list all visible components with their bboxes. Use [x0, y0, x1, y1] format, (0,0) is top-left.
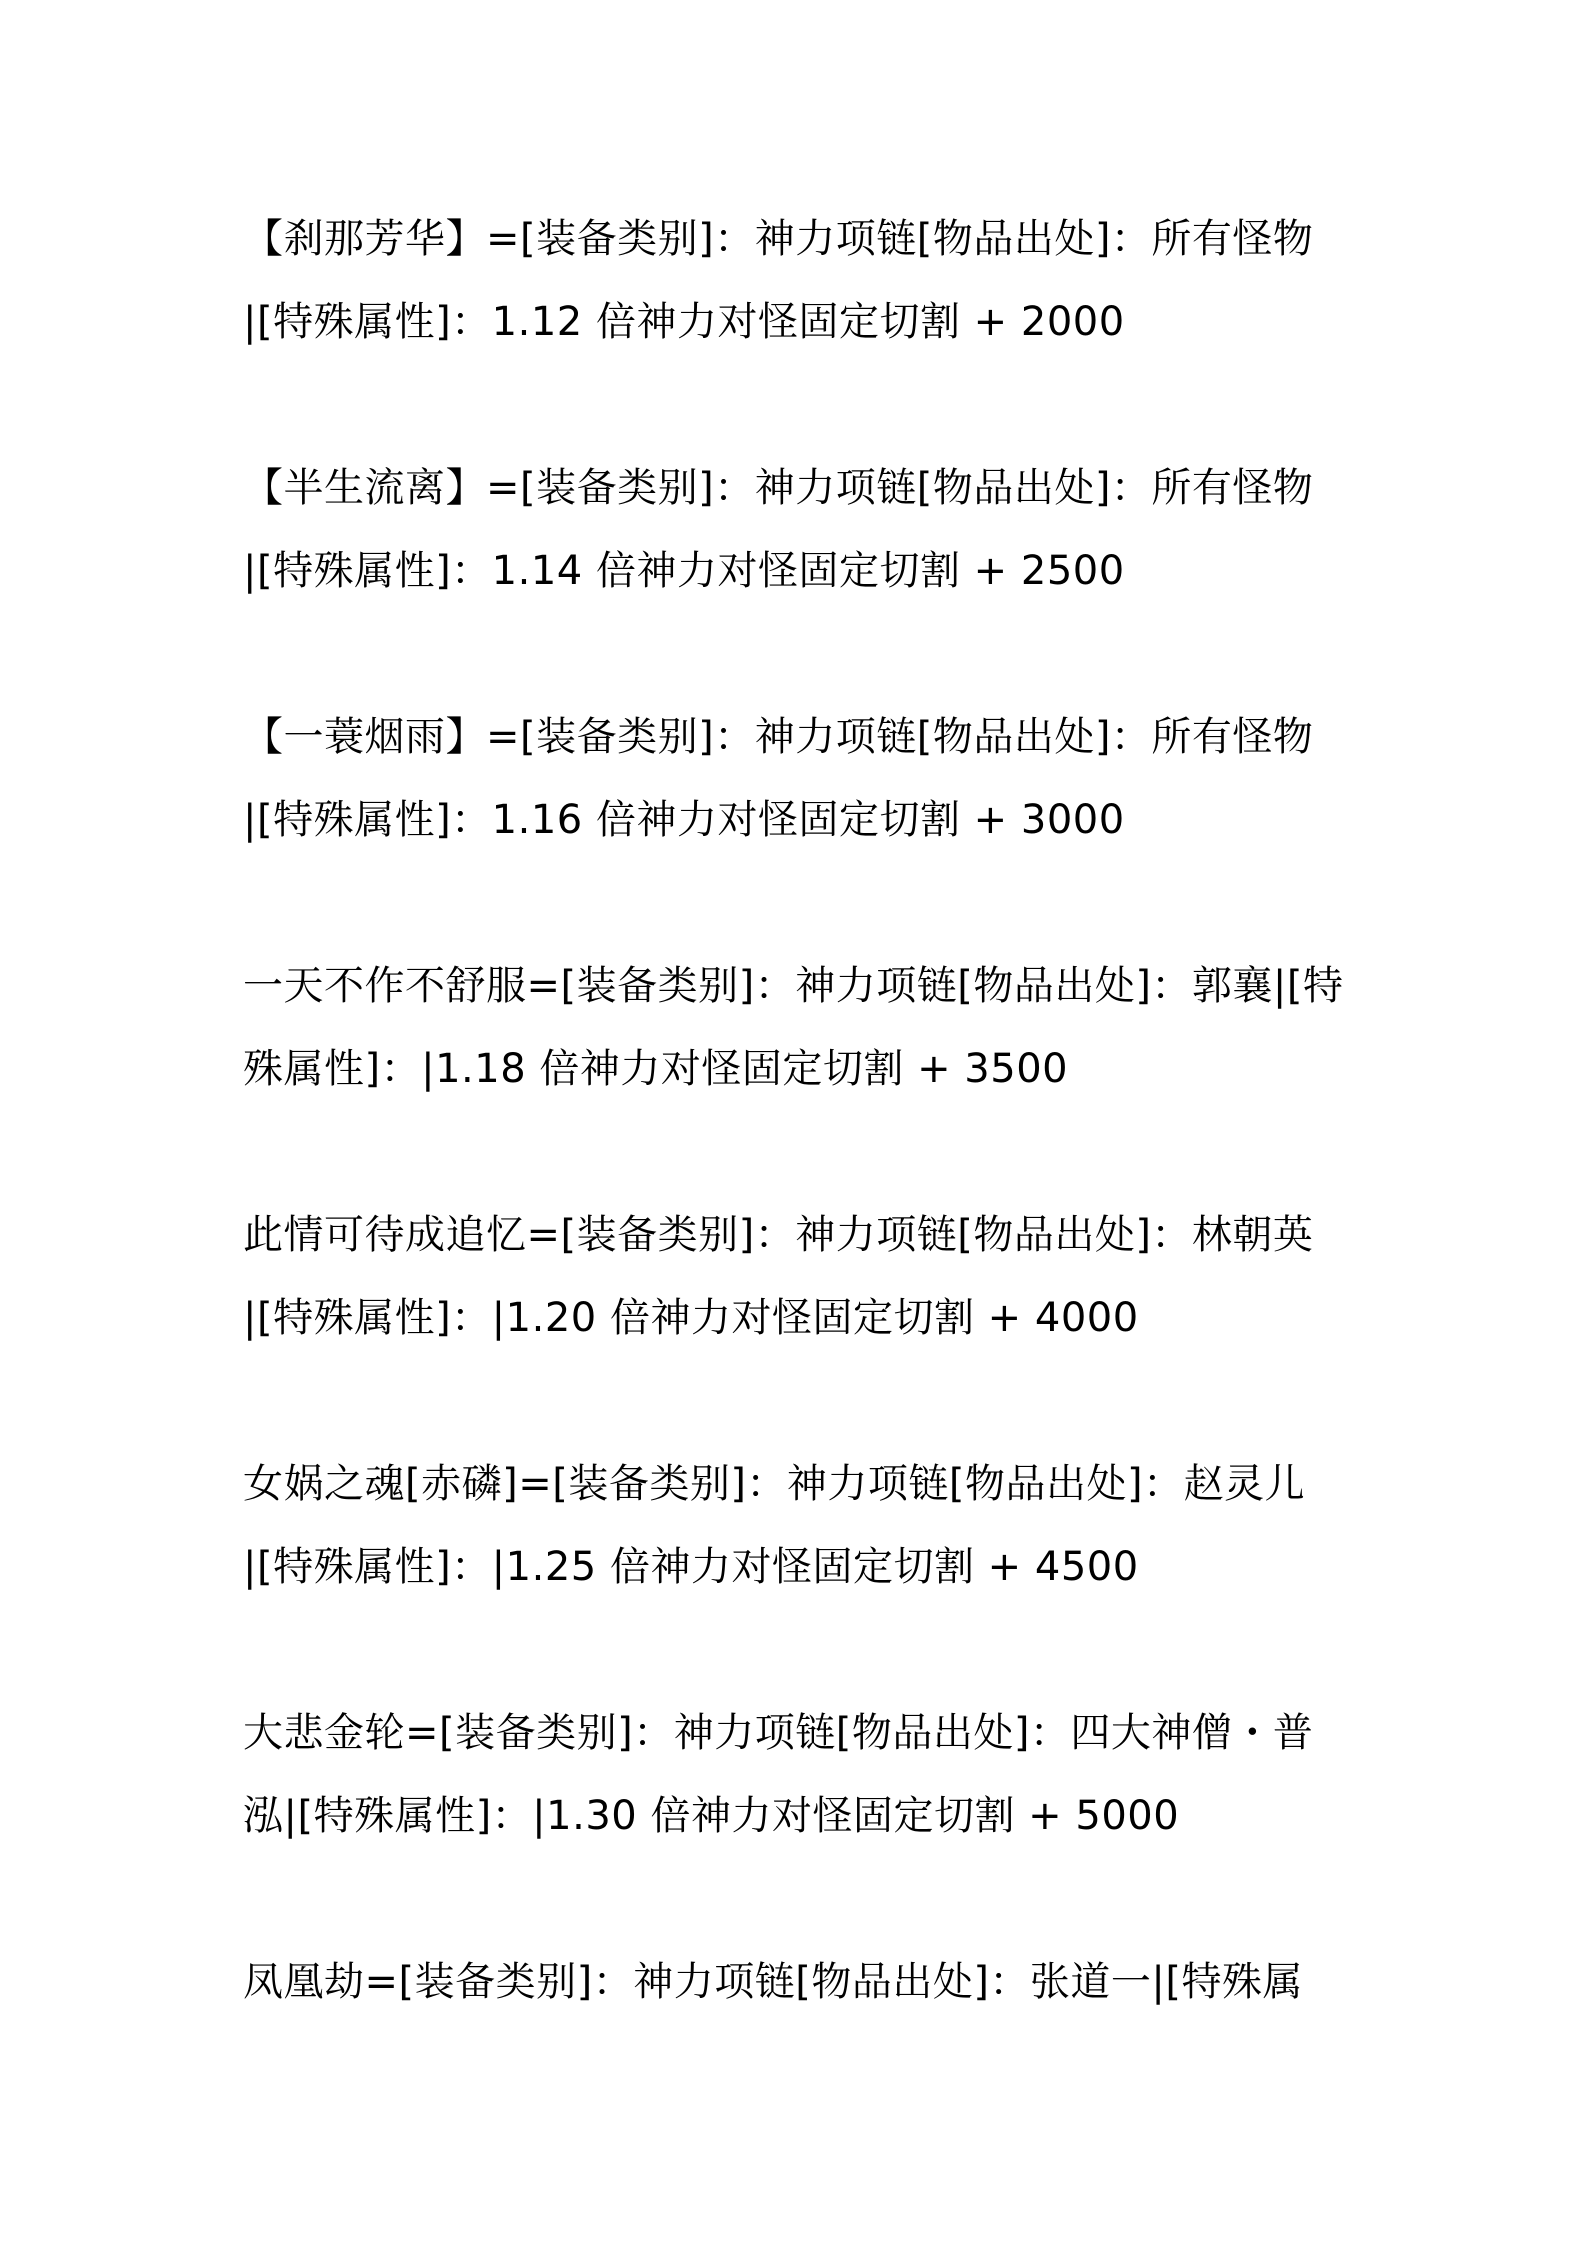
text-line: 【半生流离】=[装备类别]：神力项链[物品出处]：所有怪物: [243, 465, 1314, 511]
item-entry-chana-fanghua: [243, 198, 1353, 364]
text-line: 【一蓑烟雨】=[装备类别]：神力项链[物品出处]：所有怪物: [243, 714, 1314, 760]
text-line: |[特殊属性]：|1.20 倍神力对怪固定切割 + 4000: [243, 1295, 1139, 1341]
text-line: 泓|[特殊属性]：|1.30 倍神力对怪固定切割 + 5000: [243, 1793, 1180, 1839]
item-entry-dabei-jinlun: [243, 1692, 1353, 1858]
item-entry-ciqing-kedai: [243, 1194, 1353, 1360]
text-line: 大悲金轮=[装备类别]：神力项链[物品出处]：四大神僧・普: [243, 1710, 1314, 1756]
item-entry-bansheng-liuli: [243, 447, 1353, 613]
item-entry-yitian-buzuo: [243, 945, 1353, 1111]
text-line: 殊属性]：|1.18 倍神力对怪固定切割 + 3500: [243, 1046, 1069, 1092]
text-line: 凤凰劫=[装备类别]：神力项链[物品出处]：张道一|[特殊属: [243, 1959, 1304, 2005]
item-entry-yisuo-yanyu: [243, 696, 1353, 862]
document-body: [243, 198, 1353, 2107]
text-line: |[特殊属性]：1.12 倍神力对怪固定切割 + 2000: [243, 299, 1125, 345]
text-line: 【刹那芳华】=[装备类别]：神力项链[物品出处]：所有怪物: [243, 216, 1314, 262]
text-line: |[特殊属性]：1.16 倍神力对怪固定切割 + 3000: [243, 797, 1125, 843]
text-line: 女娲之魂[赤磷]=[装备类别]：神力项链[物品出处]：赵灵儿: [243, 1461, 1306, 1507]
text-line: |[特殊属性]：1.14 倍神力对怪固定切割 + 2500: [243, 548, 1125, 594]
item-entry-fenghuang-jie: [243, 1941, 1353, 2024]
text-line: |[特殊属性]：|1.25 倍神力对怪固定切割 + 4500: [243, 1544, 1139, 1590]
text-line: 一天不作不舒服=[装备类别]：神力项链[物品出处]：郭襄|[特: [243, 963, 1344, 1009]
text-line: 此情可待成追忆=[装备类别]：神力项链[物品出处]：林朝英: [243, 1212, 1314, 1258]
item-entry-nvwa-zhihun: [243, 1443, 1353, 1609]
